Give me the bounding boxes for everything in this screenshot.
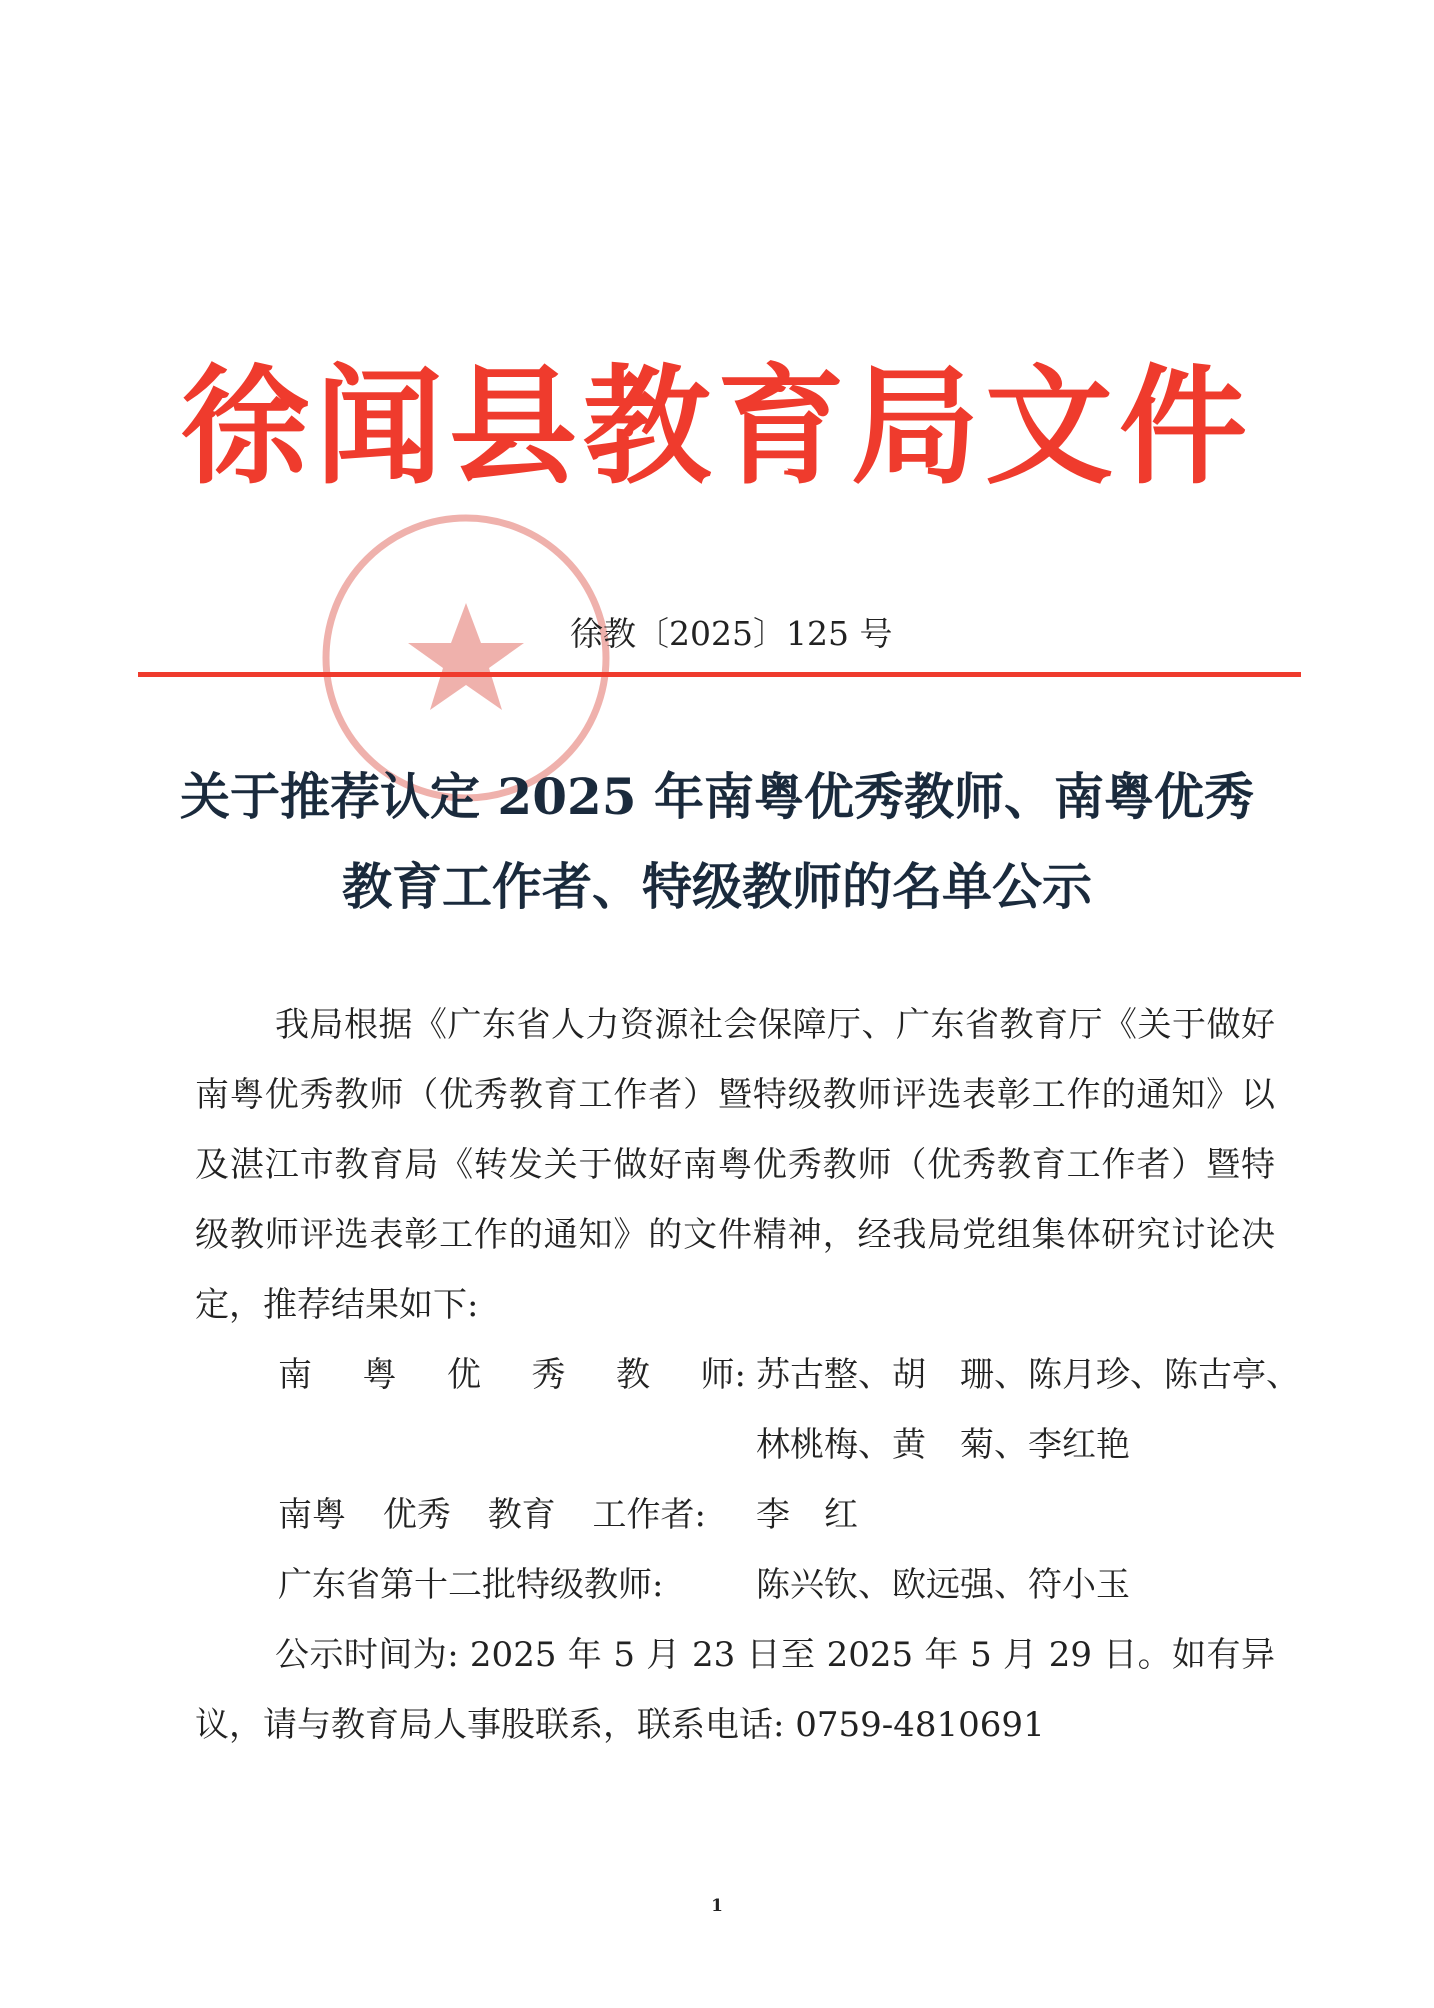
- paragraph-1: 我局根据《广东省人力资源社会保障厅、广东省教育厅《关于做好南粤优秀教师（优秀教育工作者）暨特级教师评选表彰工作的通知》以及湛江市教育局《转发关于做好南粤优秀教师（优秀教育工作者）暨特级教师评选表彰工作的通知》的文件精神，经我局党组集体研究讨论决定，推荐结果如下:: [195, 1005, 1275, 1325]
- label-part: 教: [616, 1355, 650, 1395]
- masthead-title: 徐闻县教育局文件: [180, 352, 1253, 502]
- list-value: 苏古整、胡 珊、陈月珍、陈古亭、林桃梅、黄 菊、李红艳: [756, 1355, 1300, 1465]
- paragraph-2: 公示时间为: 2025 年 5 月 23 日至 2025 年 5 月 29 日。如有异议，请与教育局人事股联系，联系电话: 0759-4810691: [195, 1635, 1275, 1745]
- title-line-2: 教育工作者、特级教师的名单公示: [342, 857, 1092, 916]
- list-row-special-teacher: [278, 1550, 1316, 1620]
- recommendation-list: [278, 1340, 1316, 1620]
- list-value: 陈兴钦、欧远强、符小玉: [756, 1565, 1130, 1605]
- label-part: 工作者:: [592, 1495, 706, 1535]
- label-part: 秀: [531, 1355, 566, 1395]
- label-part: 粤: [362, 1355, 397, 1395]
- document-title: [150, 752, 1284, 932]
- body-paragraph-2: [195, 1620, 1275, 1760]
- label-part: 南粤: [278, 1495, 346, 1535]
- list-label: [278, 1480, 746, 1550]
- title-line-1: 关于推荐认定 2025 年南粤优秀教师、南粤优秀: [180, 767, 1254, 826]
- list-label: [278, 1340, 746, 1480]
- body-paragraph-1: [195, 990, 1275, 1340]
- page-number: 1: [711, 1896, 723, 1916]
- list-row-excellent-educator: [278, 1480, 1316, 1550]
- list-row-excellent-teacher: [278, 1340, 1316, 1480]
- label-part: 广东省第十二批特级教师:: [278, 1565, 664, 1605]
- label-part: 师:: [700, 1355, 746, 1395]
- label-part: 南: [278, 1355, 312, 1395]
- label-part: 优: [447, 1355, 481, 1395]
- list-value: 李 红: [756, 1495, 858, 1535]
- document-number: 徐教〔2025〕125 号: [570, 614, 893, 653]
- label-part: 教育: [487, 1495, 556, 1535]
- red-divider-line: [138, 672, 1301, 677]
- label-part: 优秀: [382, 1495, 451, 1535]
- list-label: [278, 1550, 746, 1620]
